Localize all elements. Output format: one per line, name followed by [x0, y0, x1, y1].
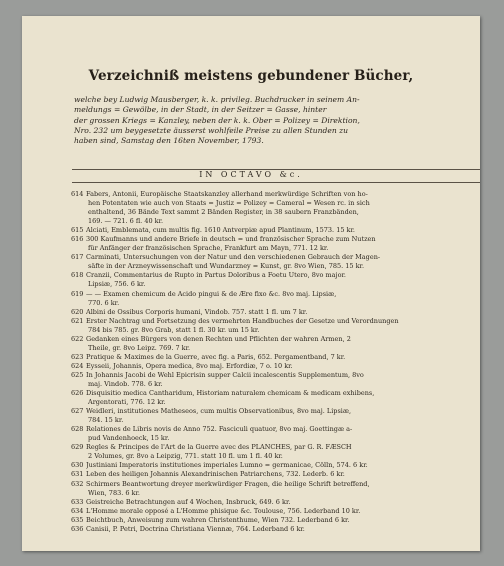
entry-text — [86, 443, 480, 461]
entry-number: 632 — [71, 479, 84, 488]
entry-line: für Anfänger der französischen Sprache, Frankfurt am Mayn, 771. 12 kr. — [88, 244, 329, 253]
entry-line: Justiniani Imperatoris institutiones imperiales Lumno = germanicae, Cölln, 574. 6 kr. — [86, 461, 368, 470]
entry-text — [86, 516, 480, 525]
entry-line: Canisii, P. Petri, Doctrina Christiana Viennæ, 764. Lederband 6 kr. — [86, 524, 305, 533]
entry-line: 770. 6 kr. — [88, 298, 120, 307]
catalog-entry — [71, 470, 480, 479]
entry-text — [86, 470, 480, 479]
entry-line: enthaltend, 36 Bände Text sammt 2 Bänden Register, in 38 saubern Franzbänden, — [88, 208, 359, 217]
entry-line: 2 Volumes, gr. 8vo a Leipzig, 771. statt 10 fl. um 1 fl. 40 kr. — [88, 452, 283, 461]
catalog-entry — [71, 362, 480, 371]
entry-line: Schirmers Beantwortung dreyer merkwürdiger Fragen, die heilige Schrift betreffend, — [86, 479, 370, 488]
entry-line: Erster Nachtrag und Fortsetzung des vermehrten Handbuches der Gesetze und Verordnungen — [86, 316, 399, 325]
entry-text — [86, 190, 480, 226]
entry-line: 169. — 721. 6 fl. 40 kr. — [88, 217, 164, 226]
catalog-entry — [71, 371, 480, 389]
catalog-entry — [71, 461, 480, 470]
entry-number: 624 — [71, 361, 84, 370]
entry-number: 618 — [71, 271, 84, 280]
intro-line: welche bey Ludwig Mausberger, k. k. privileg. Buchdrucker in seinem An- — [74, 95, 360, 104]
entry-text — [86, 389, 480, 407]
entry-number: 633 — [71, 497, 84, 506]
entry-line: Carminati, Untersuchungen von der Natur und den verschiedenen Gebrauch der Magen- — [86, 253, 381, 262]
intro-paragraph — [74, 95, 474, 146]
entry-line: pud Vandenhoeck, 15 kr. — [88, 434, 170, 443]
catalog-entry — [71, 498, 480, 507]
entry-text — [86, 525, 480, 534]
entry-number: 623 — [71, 352, 84, 361]
entry-text — [86, 253, 480, 271]
intro-line: Nro. 232 um beygesetzte äusserst wohlfeile Preise zu allen Stunden zu — [74, 125, 349, 135]
catalog-entry — [71, 389, 480, 407]
entry-text — [86, 425, 480, 443]
catalog-entry — [71, 335, 480, 353]
entry-text — [86, 308, 480, 317]
entry-line: Relationes de Libris novis de Anno 752. Fasciculi quatuor, 8vo maj. Goettingæ a- — [86, 425, 353, 434]
entry-number: 636 — [71, 524, 84, 533]
entry-line: — — Examen chemicum de Acido pingui & de Ære fixo &c. 8vo maj. Lipsiæ, — [86, 289, 337, 298]
entry-text — [86, 461, 480, 470]
entry-number: 627 — [71, 407, 84, 416]
entry-text — [86, 226, 480, 235]
entry-number: 619 — [71, 289, 84, 298]
entry-text — [86, 235, 480, 253]
catalog-entry — [71, 290, 480, 308]
entry-number: 629 — [71, 443, 84, 452]
entry-number: 625 — [71, 370, 84, 379]
entry-text — [86, 317, 480, 335]
entry-text — [86, 290, 480, 308]
entry-line: L'Homme morale opposé a L'Homme phisique &c. Toulouse, 756. Lederband 10 kr. — [86, 506, 361, 515]
entry-line: hen Potentaten wie auch von Staats = Justiz = Polizey = Cameral = Wesen rc. in sich — [88, 199, 370, 208]
catalog-entry — [71, 480, 480, 498]
entry-line: Pratique & Maximes de la Guerre, avec fig. a Paris, 652. Pergamentband, 7 kr. — [86, 352, 346, 361]
intro-line: haben sind, Samstag den 16ten November, 1793. — [74, 136, 264, 146]
entry-text — [86, 362, 480, 371]
catalog-entry — [71, 235, 480, 253]
entry-line: Leben des heiligen Johannis Alexandrinischen Patriarchens, 732. Lederb. 6 kr. — [86, 470, 345, 479]
entry-number: 620 — [71, 307, 84, 316]
entry-text — [86, 507, 480, 516]
entry-line: Fabers, Antonii, Europäische Staatskanzley allerhand merkwürdige Schriften von ho- — [86, 190, 368, 198]
catalog-entry — [71, 253, 480, 271]
entry-number: 634 — [71, 506, 84, 515]
document-page — [22, 16, 480, 551]
catalog-entry — [71, 407, 480, 425]
entry-line: Albini de Ossibus Corporis humani, Vindob. 757. statt 1 fl. um 7 kr. — [86, 307, 308, 316]
intro-line: meldungs = Gewölbe, in der Stadt, in der Seitzer = Gasse, hinter — [74, 105, 327, 115]
entry-number: 631 — [71, 470, 84, 479]
catalog-entry — [71, 226, 480, 235]
entry-line: Argentorati, 776. 12 kr. — [88, 398, 166, 407]
entry-text — [86, 335, 480, 353]
page-title: Verzeichniß meistens gebundener Bücher, — [88, 68, 414, 84]
catalog-entry — [71, 525, 480, 534]
entry-text — [86, 271, 480, 289]
entry-line: 784. 15 kr. — [88, 416, 124, 425]
intro-line: der grossen Kriegs = Kanzley, neben der k. k. Ober = Polizey = Direktion, — [74, 115, 360, 125]
catalog-entry — [71, 443, 480, 461]
entry-line: 300 Kaufmanns und andere Briefe in deutsch = und französischer Sprache zum Nutzen — [86, 235, 376, 244]
entry-number: 626 — [71, 389, 84, 398]
catalog-entry — [71, 190, 480, 226]
entry-number: 616 — [71, 235, 84, 244]
entry-line: 784 bis 785. gr. 8vo Grab, statt 1 fl. 30 kr. um 15 kr. — [88, 325, 260, 334]
catalog-entry — [71, 317, 480, 335]
entry-number: 614 — [71, 190, 84, 198]
entry-text — [86, 371, 480, 389]
entry-line: Regles & Principes de l'Art de la Guerre avec des PLANCHES, par G. R. FÆSCH — [86, 443, 352, 452]
entry-line: Lipsiæ, 756. 6 kr. — [88, 280, 146, 289]
entry-line: Weidleri, institutiones Matheseos, cum multis Observationibus, 8vo maj. Lipsiæ, — [86, 407, 352, 416]
entry-number: 615 — [71, 226, 84, 235]
entry-line: maj. Vindob. 778. 6 kr. — [88, 379, 163, 388]
entry-number: 621 — [71, 316, 84, 325]
entry-line: Alciati, Emblemata, cum multis fig. 1610 Antverpiæ apud Plantinum, 1573. 15 kr. — [86, 226, 355, 235]
catalog-entry — [71, 353, 480, 362]
catalog-entry — [71, 507, 480, 516]
entry-number: 622 — [71, 334, 84, 343]
entry-number: 628 — [71, 425, 84, 434]
entry-text — [86, 480, 480, 498]
entry-text — [86, 407, 480, 425]
entry-number: 630 — [71, 461, 84, 470]
entry-text — [86, 498, 480, 507]
entry-number: 617 — [71, 253, 84, 262]
entry-line: Geistreiche Betrachtungen auf 4 Wochen, Insbruck, 649. 6 kr. — [86, 497, 291, 506]
entry-number: 635 — [71, 515, 84, 524]
entry-line: In Johannis Jacobi de Wehl Epicrisin supper Calcii incalescentis Supplementum, 8vo — [86, 370, 364, 379]
entry-line: Wien, 783. 6 kr. — [88, 488, 140, 497]
catalog-entry — [71, 271, 480, 289]
entry-line: Disquisitio medica Cantharidum, Historiam naturalem chemicam & medicam exhibens, — [86, 389, 375, 398]
catalog-entries — [71, 190, 480, 534]
catalog-entry — [71, 516, 480, 525]
entry-line: Cranzii, Commentarius de Rupto in Partus Doloribus a Foetu Utero, 8vo major. — [86, 271, 346, 280]
entry-line: Theile, gr. 8vo Leipz. 769. 7 kr. — [88, 343, 191, 352]
entry-text — [86, 353, 480, 362]
entry-line: säfte in der Arzneywissenschaft und Wundarzney = Kunst, gr. 8vo Wien, 785. 15 kr. — [88, 262, 365, 271]
catalog-entry — [71, 425, 480, 443]
entry-line: Beichtbuch, Anweisung zum wahren Christenthume, Wien 732. Lederband 6 kr. — [86, 515, 350, 524]
catalog-entry — [71, 308, 480, 317]
section-heading: IN OCTAVO &c. — [199, 170, 303, 179]
entry-line: Eysseii, Johannis, Opera medica, 8vo maj. Erfordiæ, 7 o. 10 kr. — [86, 361, 293, 370]
divider-bottom — [72, 182, 480, 183]
entry-line: Gedanken eines Bürgers von denen Rechten und Pflichten der wahren Armen, 2 — [86, 334, 351, 343]
